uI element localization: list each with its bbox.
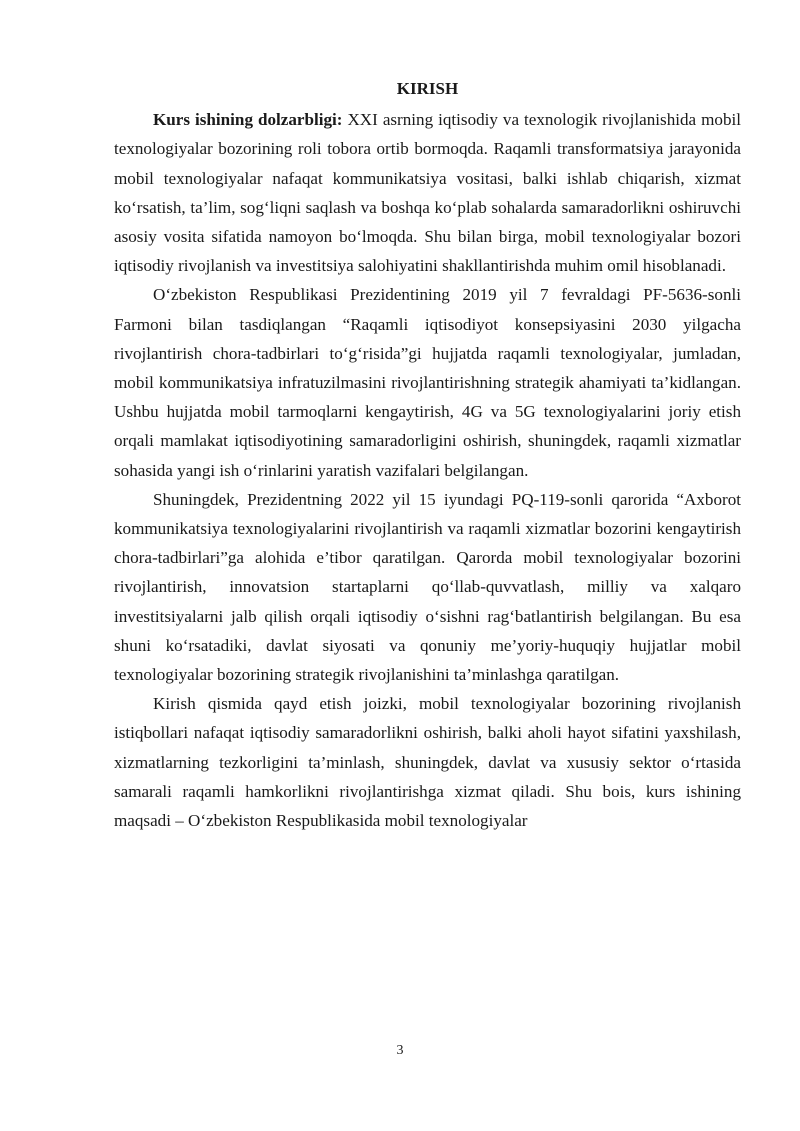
paragraph-2: O‘zbekiston Respublikasi Prezidentining 2019 yil 7 fevraldagi PF-5636-sonli Farmoni bilan tasdiqlangan “Raqamli iqtisodiyot konsepsiyasini 2030 yilgacha rivojlantirish chora-tadbirlari to‘g‘risida”gi hujjatda raqamli texnologiyalar, jumladan, mobil kommunikatsiya infratuzilmasini rivojlantirishning strategik ahamiyati ta’kidlangan. Ushbu hujjatda mobil tarmoqlarni kengaytirish, 4G va 5G texnologiyalarini joriy etish orqali mamlakat iqtisodiyotining samaradorligini oshirish, shuningdek, raqamli xizmatlar sohasida yangi ish o‘rinlarini yaratish vazifalari belgilangan. xyxy=(114,285,741,480)
paragraph-lead: Kurs ishining dolzarbligi: xyxy=(153,110,343,130)
paragraph-text: XXI asrning iqtisodiy va texnologik rivojlanishida mobil texnologiyalar bozorining roli tobora ortib bormoqda. Raqamli transformatsiya jarayonida mobil texnologiyalar nafaqat kommunikatsiya vositasi, balki ishlab chiqarish, xizmat ko‘rsatish, ta’lim, sog‘liqni saqlash va boshqa ko‘plab sohalarda samaradorlikni oshiruvchi asosiy vosita sifatida namoyon bo‘lmoqda. Shu bilan birga, mobil texnologiyalar bozori iqtisodiy rivojlanish va investitsiya salohiyatini shakllantirishda muhim omil hisoblanadi. xyxy=(114,110,741,276)
paragraph-3: Shuningdek, Prezidentning 2022 yil 15 iyundagi PQ-119-sonli qarorida “Axborot kommunikatsiya texnologiyalarini rivojlantirish va raqamli xizmatlar bozorini kengaytirish chora-tadbirlari”ga alohida e’tibor qaratilgan. Qarorda mobil texnologiyalar bozorini rivojlantirish, innovatsion startaplarni qo‘llab-quvvatlash, milliy va xalqaro investitsiyalarni jalb qilish orqali iqtisodiy o‘sishni rag‘batlantirish belgilangan. Bu esa shuni ko‘rsatadiki, davlat siyosati va qonuniy me’yoriy-huquqiy hujjatlar mobil texnologiyalar bozorining strategik rivojlanishini ta’minlashga qaratilgan. xyxy=(114,489,741,685)
page-body xyxy=(114,74,741,835)
page-number: 3 xyxy=(396,1043,404,1058)
paragraph-4: Kirish qismida qayd etish joizki, mobil texnologiyalar bozorining rivojlanish istiqbollari nafaqat iqtisodiy samaradorlikni oshirish, balki aholi hayot sifatini yaxshilash, xizmatlarning tezkorligini ta’minlash, shuningdek, davlat va xususiy sektor o‘rtasida samarali raqamli hamkorlikni rivojlantirishga xizmat qiladi. Shu bois, kurs ishining maqsadi – O‘zbekiston Respublikasida mobil texnologiyalar xyxy=(114,694,741,831)
paragraph-1 xyxy=(114,105,741,280)
section-title: KIRISH xyxy=(396,79,459,98)
